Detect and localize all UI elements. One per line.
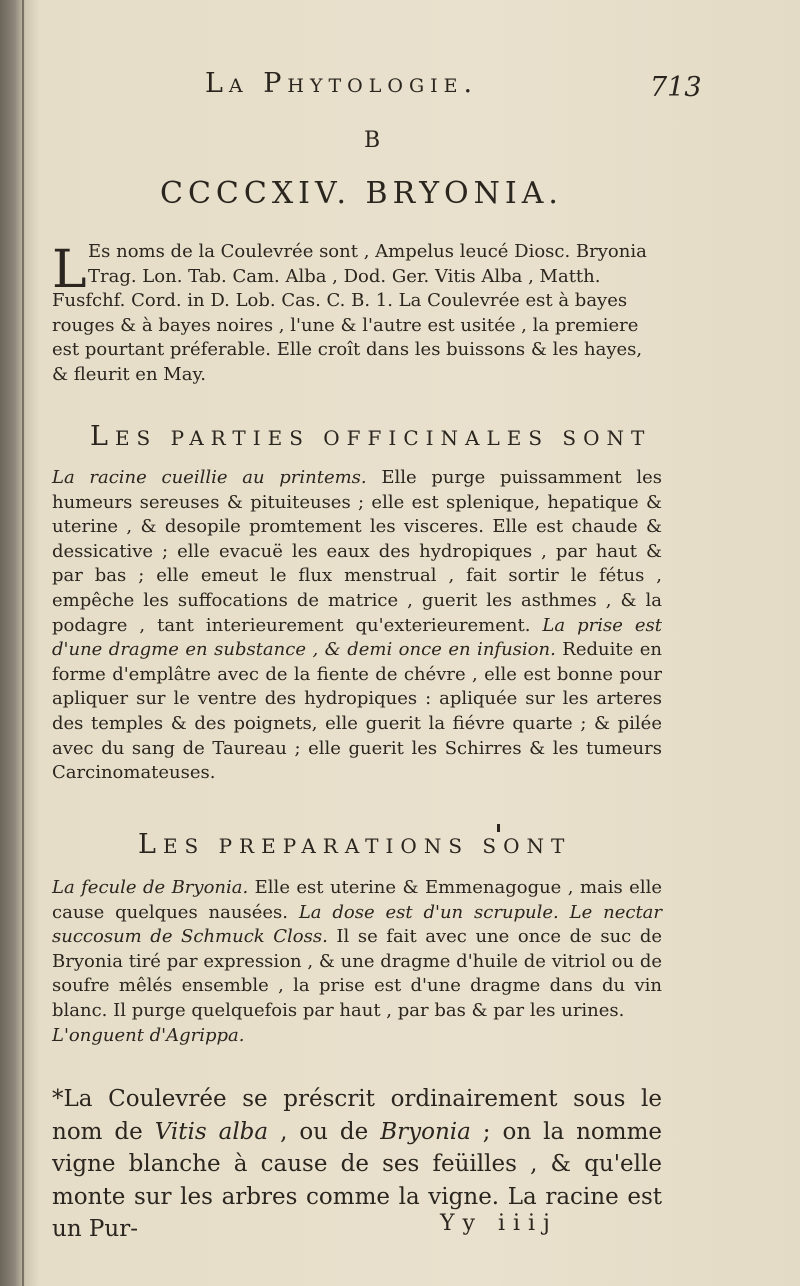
intro-paragraph (52, 240, 662, 385)
ink-speck (497, 824, 500, 832)
section-heading-officinales: LES PARTIES OFFICINALES SONT (90, 421, 652, 452)
intro-line: & fleurit en May. (52, 364, 206, 385)
book-gutter (22, 0, 24, 1286)
footnote-marker: * (52, 1086, 64, 1112)
running-head: La Phytologie. (205, 68, 479, 99)
preparations-paragraph (52, 876, 662, 1048)
onguent-line: L'onguent d'Agrippa. (52, 1024, 245, 1046)
preparations-lead: La fecule de Bryonia. (52, 877, 249, 898)
signature-mark-bottom: Yy iiij (440, 1211, 558, 1236)
footnote-text: , ou de (268, 1118, 381, 1145)
footnote-text: La Coulevrée se préscrit ordinairement sous le nom de (52, 1086, 662, 1145)
drop-cap: L (52, 240, 87, 300)
preparations-text: Elle est uterine & Emmenagogue , mais elle cause quelques nausées. (52, 877, 662, 923)
preparations-dose: La dose est d'un scrupule. Le nectar succosum de Schmuck Closs. (52, 901, 663, 948)
footnote-italic: Vitis alba (154, 1118, 269, 1145)
article-title: CCCCXIV. BRYONIA. (160, 176, 563, 211)
intro-line: Fusfchf. Cord. in D. Lob. Cas. C. B. 1. La Coulevrée est à bayes (52, 290, 628, 311)
intro-line: Es noms de la Coulevrée sont , Ampelus leucé Diosc. Bryonia (88, 241, 647, 262)
footnote-italic: Bryonia (380, 1118, 471, 1145)
intro-line: est pourtant préferable. Elle croît dans les buissons & les hayes, (52, 339, 643, 360)
officinales-text-2: Reduite en forme d'emplâtre avec de la fiente de chévre , elle est bonne pour apliquer sur le ventre des hydropiques : apliquée sur les arteres des temples & des poignets, elle guerit la fiévre quarte ; & pilée avec du sang de Taureau ; elle guerit les Schirres & les tumeurs Carcinomateuses. (52, 639, 662, 784)
officinales-paragraph (52, 466, 662, 786)
intro-line: Trag. Lon. Tab. Cam. Alba , Dod. Ger. Vitis Alba , Matth. (88, 265, 601, 287)
officinales-text: Elle purge puissamment les humeurs sereuses & pituiteuses ; elle est splenique, hepatique & uterine , & desopile promtement les visceres. Elle est chaude & dessicative ; elle evacuë les eaux des hydropiques , par haut & par bas ; elle emeut le flux menstrual , fait sortir le fétus , empêche les suffocations de matrice , guerit les asthmes , & la podagre , tant interieurement qu'exterieurement. (52, 467, 662, 636)
officinales-lead: La racine cueillie au printems. (52, 467, 367, 488)
preparations-text-2: Il se fait avec une once de suc de Bryonia tiré par expression , & une dragme d'huile de vitriol ou de soufre mêlés ensemble , la prise est d'une dragme dans du vin blanc. Il purge quelquefois par haut , par bas & par les urines. (52, 926, 662, 1021)
footnote-text: ; on la nomme vigne blanche à cause de ses feüilles , & qu'elle monte sur les arbres comme la vigne. La racine est un Pur- (52, 1118, 662, 1242)
signature-mark-top: B (364, 128, 381, 153)
intro-line: rouges & à bayes noires , l'une & l'autre est usitée , la premiere (52, 315, 639, 336)
footnote (52, 1083, 662, 1246)
page-number: 713 (650, 72, 702, 103)
officinales-dose: La prise est d'une dragme en substance , & demi once en infusion. (52, 614, 662, 661)
section-heading-preparations: LES PREPARATIONS SONT (138, 829, 572, 860)
